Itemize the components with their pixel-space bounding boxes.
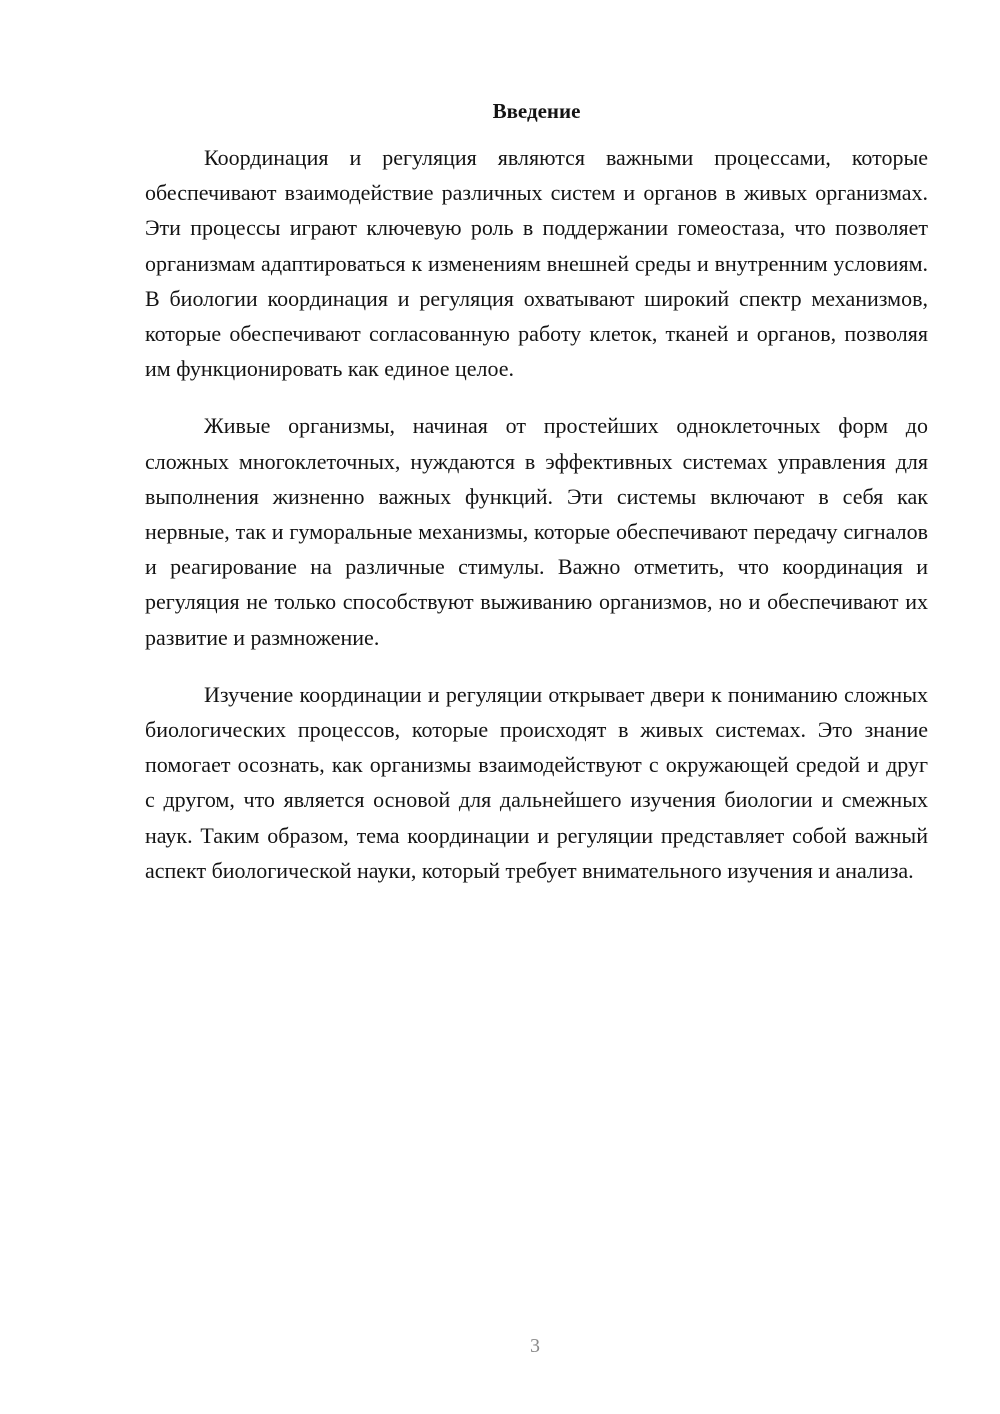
paragraph-3: Изучение координации и регуляции открывает двери к пониманию сложных биологических процессов, которые происходят в живых системах. Это знание помогает осознать, как организмы взаимодействуют с окружающей средой и друг с другом, что является основой для дальнейшего изучения биологии и смежных наук. Таким образом, тема координации и регуляции представляет собой важный аспект биологической науки, который требует внимательного изучения и анализа. (145, 681, 928, 883)
section-title: Введение (492, 99, 581, 123)
page-number: 3 (530, 1335, 540, 1357)
paragraph-2: Живые организмы, начиная от простейших одноклеточных форм до сложных многоклеточных, нуждаются в эффективных системах управления для выполнения жизненно важных функций. Эти системы включают в себя как нервные, так и гуморальные механизмы, которые обеспечивают передачу сигналов и реагирование на различные стимулы. Важно отметить, что координация и регуляция не только способствуют выживанию организмов, но и обеспечивают их развитие и размножение. (145, 413, 928, 650)
page-content (145, 96, 928, 910)
paragraph-1: Координация и регуляция являются важными процессами, которые обеспечивают взаимодействие различных систем и органов в живых организмах. Эти процессы играют ключевую роль в поддержании гомеостаза, что позволяет организмам адаптироваться к изменениям внешней среды и внутренним условиям. В биологии координация и регуляция охватывают широкий спектр механизмов, которые обеспечивают согласованную работу клеток, тканей и органов, позволяя им функционировать как единое целое. (145, 145, 928, 382)
